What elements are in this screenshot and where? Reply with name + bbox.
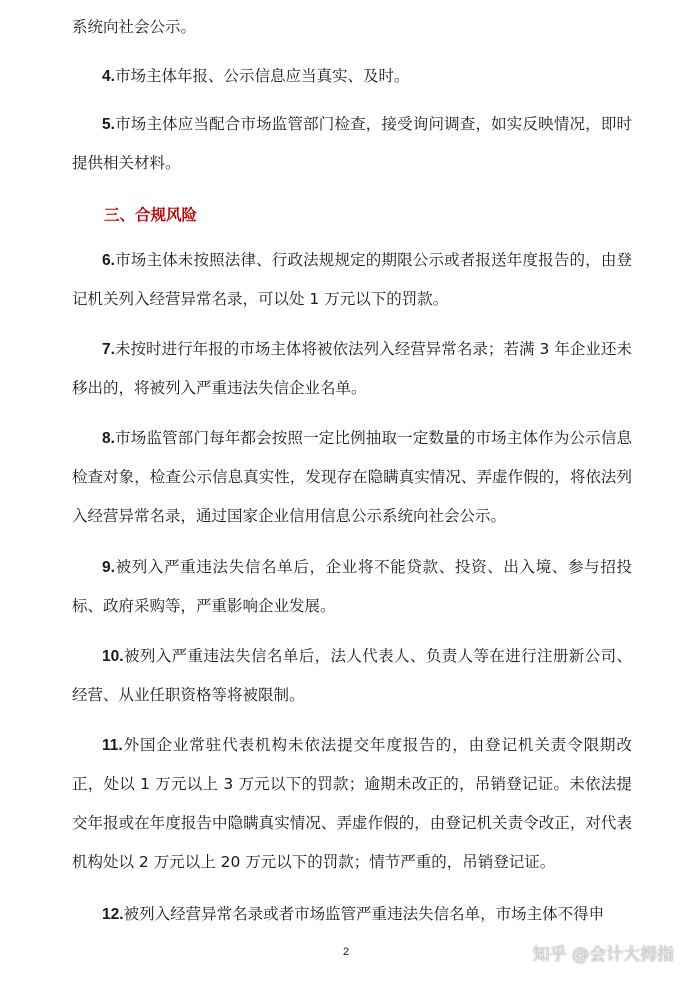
paragraph-text: 系统向社会公示。 <box>72 18 197 36</box>
item-number: 9. <box>102 559 115 576</box>
watermark: 知乎 @会计大拇指 <box>532 945 674 965</box>
item-number: 5. <box>102 116 115 133</box>
item-text: 被列入经营异常名录或者市场监管严重违法失信名单，市场主体不得申 <box>123 905 605 923</box>
item-text: 市场主体未按照法律、行政法规规定的期限公示或者报送年度报告的，由登记机关列入经营异常名录，可以处 1 万元以下的罚款。 <box>72 251 632 308</box>
item-text: 市场主体应当配合市场监管部门检查，接受询问调查，如实反映情况，即时提供相关材料。 <box>72 115 632 172</box>
item-number: 8. <box>102 430 115 447</box>
paragraph-item-12 <box>72 895 632 934</box>
paragraph-continuation <box>72 8 632 47</box>
item-number: 4. <box>102 68 115 85</box>
paragraph-item-9 <box>72 548 632 626</box>
item-text: 被列入严重违法失信名单后，法人代表人、负责人等在进行注册新公司、经营、从业任职资格等将被限制。 <box>72 647 632 704</box>
paragraph-item-8 <box>72 419 632 536</box>
paragraph-item-4 <box>72 57 632 96</box>
paragraph-item-7 <box>72 330 632 408</box>
item-number: 11. <box>102 737 123 754</box>
paragraph-item-11 <box>72 726 632 882</box>
item-number: 7. <box>102 341 115 358</box>
section-heading: 三、合规风险 <box>104 206 198 224</box>
paragraph-item-10 <box>72 637 632 715</box>
item-number: 12. <box>102 906 124 923</box>
item-text: 市场监管部门每年都会按照一定比例抽取一定数量的市场主体作为公示信息检查对象，检查公示信息真实性，发现存在隐瞒真实情况、弄虚作假的，将依法列入经营异常名录，通过国家企业信用信息公示系统向社会公示。 <box>72 429 632 525</box>
item-number: 10. <box>102 648 124 665</box>
paragraph-item-5 <box>72 105 632 183</box>
item-number: 6. <box>102 252 115 269</box>
item-text: 市场主体年报、公示信息应当真实、及时。 <box>114 67 410 85</box>
item-text: 未按时进行年报的市场主体将被依法列入经营异常名录；若满 3 年企业还未移出的，将被列入严重违法失信企业名单。 <box>72 340 632 397</box>
item-text: 外国企业常驻代表机构未依法提交年度报告的，由登记机关责令限期改正，处以 1 万元以上 3 万元以下的罚款；逾期未改正的，吊销登记证。未依法提交年报或在年度报告中隐瞒真实情况、弄虚作假的，由登记机关责令改正，对代表机构处以 2 万元以上 20 万元以下的罚款；情节严重的，吊销登记证。 <box>72 736 632 871</box>
page-number: 2 <box>342 946 350 958</box>
paragraph-item-6 <box>72 241 632 319</box>
item-text: 被列入严重违法失信名单后，企业将不能贷款、投资、出入境、参与招投标、政府采购等，严重影响企业发展。 <box>72 558 632 615</box>
